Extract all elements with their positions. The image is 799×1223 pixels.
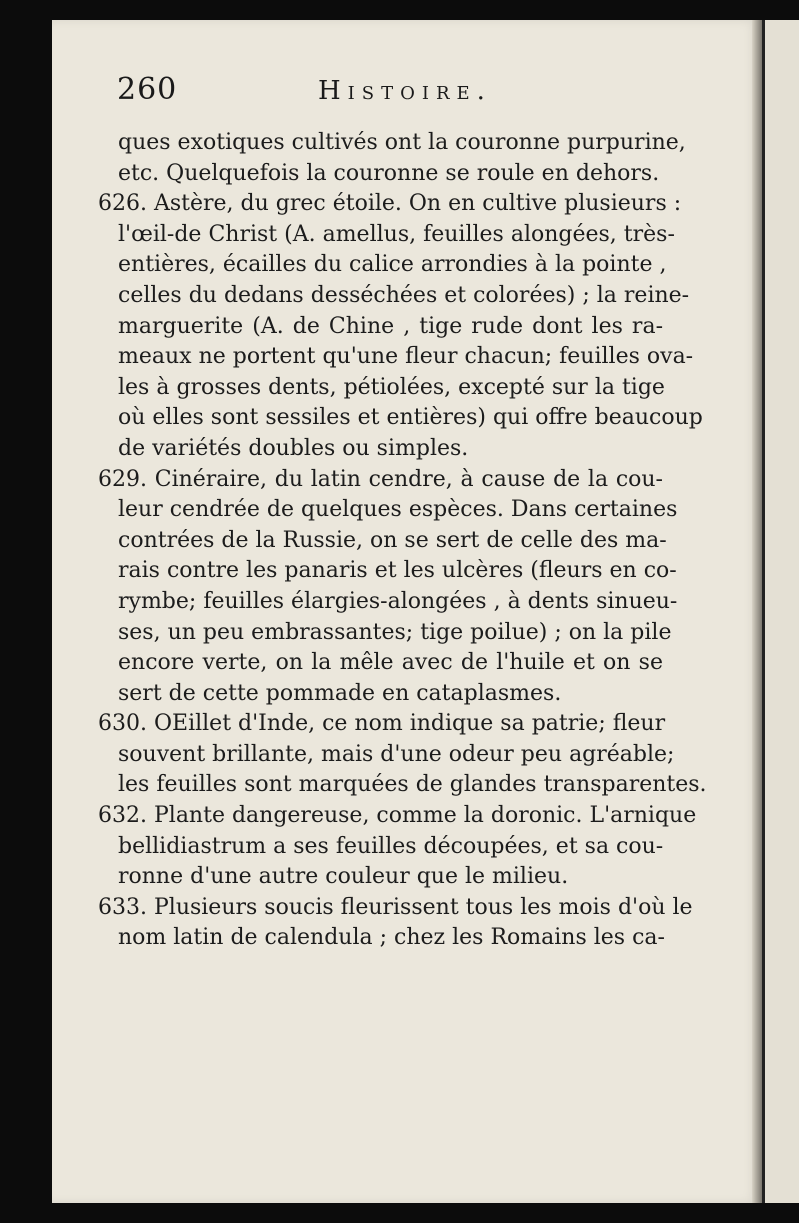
text-line: marguerite (A. de Chine , tige rude dont les ra- [118,313,663,339]
text-line: bellidiastrum a ses feuilles découpées, et sa cou- [118,833,664,859]
text-line: rais contre les panaris et les ulcères (fleurs en co- [118,558,677,584]
page-title: Histoire. [318,76,492,106]
text-line: encore verte, on la mêle avec de l'huile et on se [118,650,663,676]
text-line: ques exotiques cultivés ont la couronne purpurine, [118,130,686,155]
text-line: 630. OEillet d'Inde, ce nom indique sa patrie; fleur [98,711,666,737]
text-line: souvent brillante, mais d'une odeur peu agréable; [118,741,675,767]
text-line: leur cendrée de quelques espèces. Dans certaines [118,497,678,523]
text-line: ses, un peu embrassantes; tige poilue) ; on la pile [118,619,672,645]
text-line: nom latin de calendula ; chez les Romains les ca- [118,925,665,951]
text-line: contrées de la Russie, on se sert de celle des ma- [118,527,667,553]
text-line: sert de cette pommade en cataplasmes. [118,680,562,706]
text-line: entières, écailles du calice arrondies à la pointe , [118,252,667,278]
text-line: l'œil-de Christ (A. amellus, feuilles alongées, très- [118,221,675,247]
text-line: les feuilles sont marquées de glandes transparentes. [118,772,707,798]
text-line: 633. Plusieurs soucis fleurissent tous les mois d'où le [98,894,693,920]
text-line: 626. Astère, du grec étoile. On en cultive plusieurs : [98,191,682,217]
facing-page-edge [762,20,799,1203]
page-number: 260 [117,72,178,107]
text-line: où elles sont sessiles et entières) qui offre beaucoup [118,405,703,431]
text-line: meaux ne portent qu'une fleur chacun; feuilles ova- [118,344,694,370]
text-line: 632. Plante dangereuse, comme la doronic. L'arnique [98,803,697,829]
text-line: les à grosses dents, pétiolées, excepté sur la tige [118,374,665,400]
text-line: de variétés doubles ou simples. [118,435,469,461]
text-line: etc. Quelquefois la couronne se roule en dehors. [118,160,660,186]
text-line: rymbe; feuilles élargies-alongées , à dents sinueu- [118,588,678,614]
page-edge-shadow [752,20,762,1203]
text-line: 629. Cinéraire, du latin cendre, à cause de la cou- [98,466,663,492]
body-text [98,128,707,954]
text-line: celles du dedans desséchées et colorées) ; la reine- [118,282,690,308]
text-line: ronne d'une autre couleur que le milieu. [118,864,569,890]
